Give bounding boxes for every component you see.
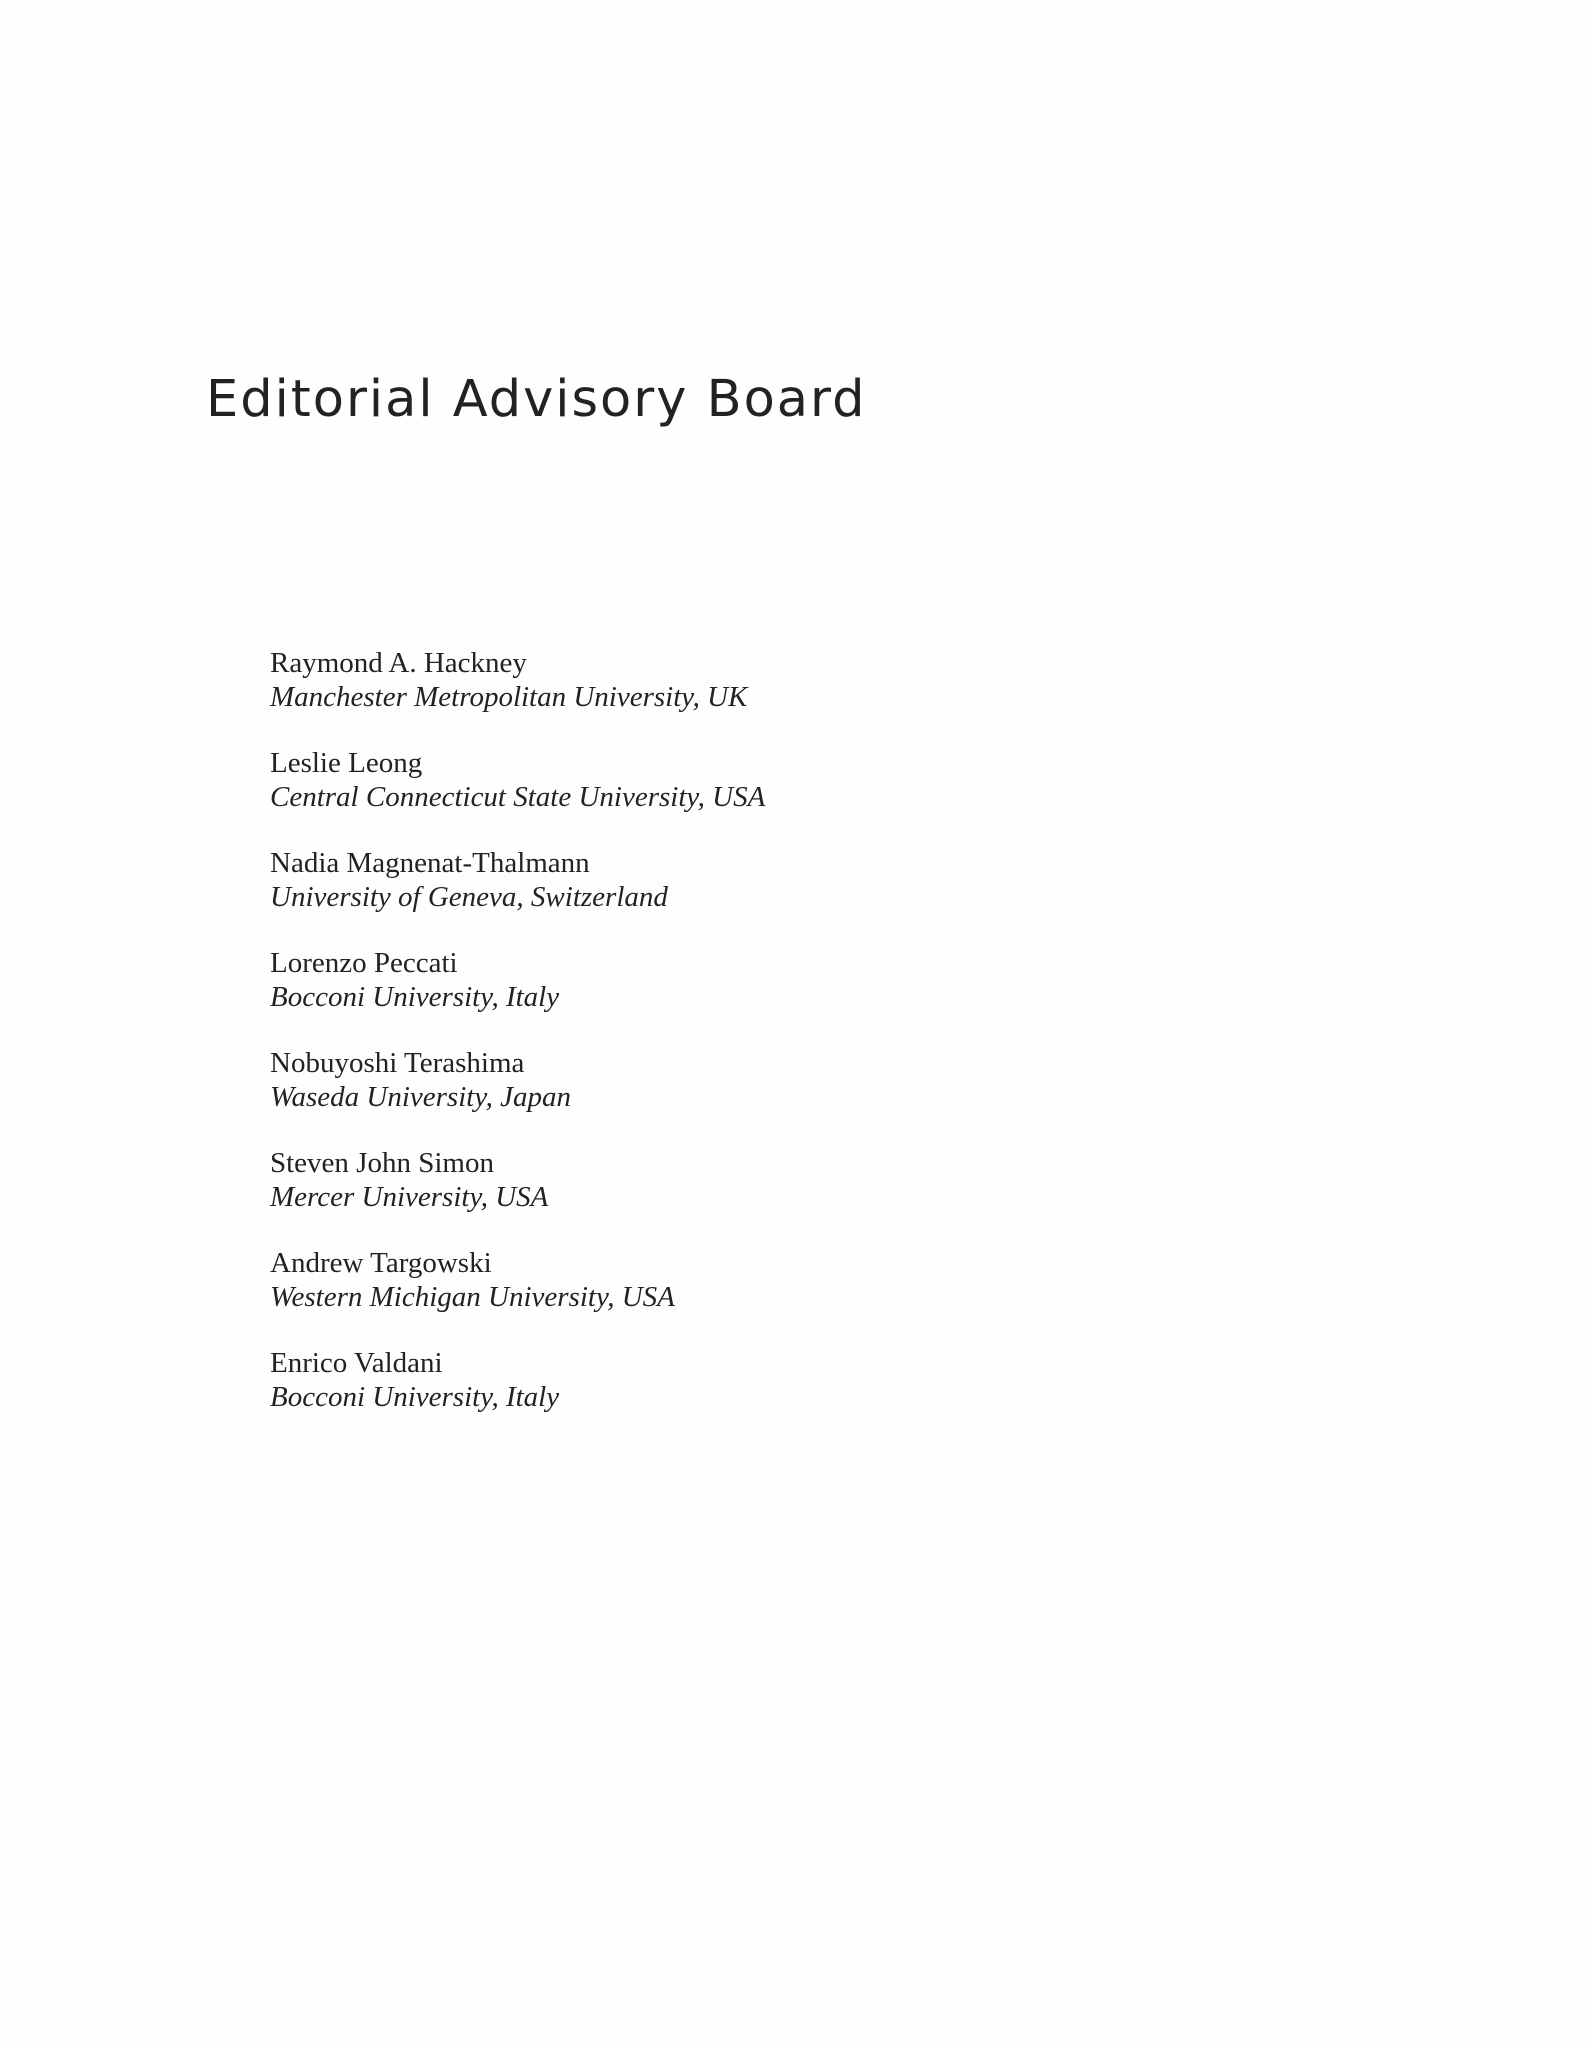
member-affiliation: Bocconi University, Italy [270,981,560,1013]
board-member [270,1146,765,1246]
member-name: Nobuyoshi Terashima [270,1047,525,1079]
board-member [270,1346,765,1446]
member-affiliation: Central Connecticut State University, USA [270,781,766,813]
board-member [270,946,765,1046]
board-member [270,846,765,946]
member-name: Raymond A. Hackney [270,647,527,679]
member-affiliation: Mercer University, USA [270,1181,549,1213]
board-member [270,746,765,846]
member-affiliation: Bocconi University, Italy [270,1381,560,1413]
board-member [270,646,765,746]
member-affiliation: University of Geneva, Switzerland [270,881,668,913]
member-affiliation: Western Michigan University, USA [270,1281,675,1313]
member-affiliation: Manchester Metropolitan University, UK [270,681,748,713]
page-title: Editorial Advisory Board [206,370,867,429]
member-affiliation: Waseda University, Japan [270,1081,571,1113]
board-member [270,1046,765,1146]
member-name: Andrew Targowski [270,1247,492,1279]
member-name: Enrico Valdani [270,1347,443,1379]
member-name: Nadia Magnenat-Thalmann [270,847,590,879]
member-name: Steven John Simon [270,1147,494,1179]
board-member [270,1246,765,1346]
board-member-list [270,646,765,1446]
member-name: Leslie Leong [270,747,423,779]
member-name: Lorenzo Peccati [270,947,458,979]
